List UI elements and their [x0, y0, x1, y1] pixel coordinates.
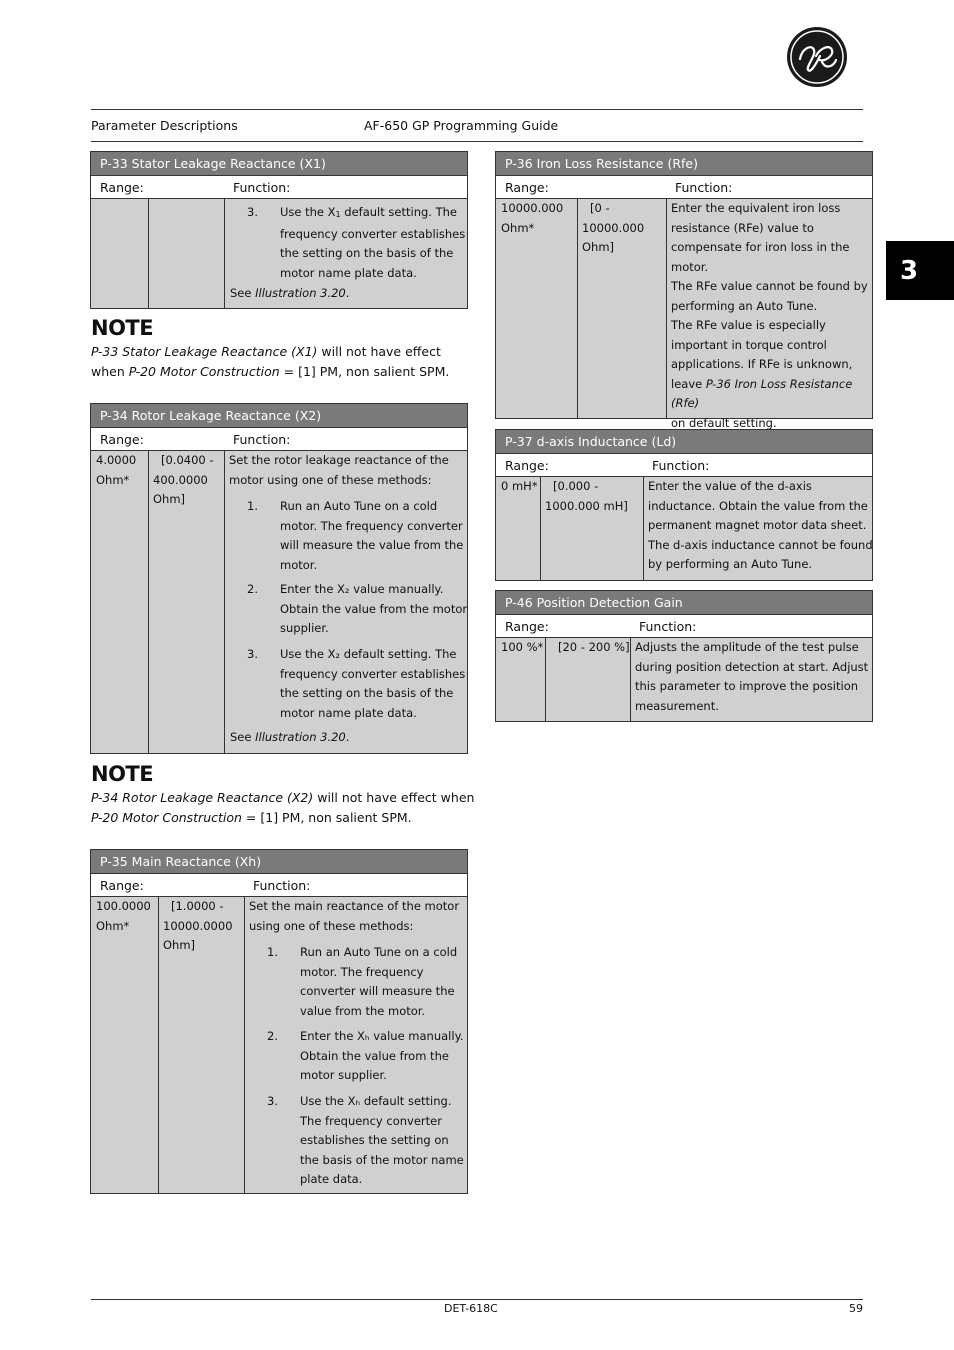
header-rule-top	[91, 109, 863, 110]
function-label: Function:	[233, 432, 291, 447]
note-body: P-33 Stator Leakage Reactance (X1) will not have effect when P-20 Motor Construction = [1] PM, non salient SPM.	[91, 344, 450, 379]
function-text: Adjusts the amplitude of the test pulse during position detection at start. Adjust this parameter to improve the position measurement.	[635, 640, 869, 713]
range-label: Range:	[505, 458, 549, 473]
default-value: 100 %*	[501, 640, 544, 654]
guide-title: AF-650 GP Programming Guide	[364, 118, 559, 133]
range-function-header	[496, 614, 872, 638]
param-title: P-36 Iron Loss Resistance (Rfe)	[496, 152, 872, 175]
range-label: Range:	[100, 180, 144, 195]
default-value: 10000.000 Ohm*	[501, 201, 564, 235]
param-table-p46	[495, 590, 873, 722]
page-number: 59	[849, 1302, 863, 1315]
range-label: Range:	[100, 878, 144, 893]
default-value: 0 mH*	[501, 479, 538, 493]
param-body	[496, 199, 872, 430]
function-label: Function:	[253, 878, 311, 893]
note-heading: NOTE	[91, 316, 154, 340]
function-label: Function:	[652, 458, 710, 473]
range-function-header	[496, 453, 872, 477]
function-intro: Set the main reactance of the motor using one of these methods:	[249, 899, 460, 933]
see-reference: See Illustration 3.20.	[230, 730, 350, 744]
param-body	[496, 477, 872, 580]
param-table-p33	[90, 151, 468, 309]
range-label: Range:	[505, 619, 549, 634]
param-body: 100.0000 Ohm* [1.0000 - 10000.0000 Ohm] Set the main reactance of the motor using one of these methods: 1. Run an Auto Tune on a cold motor. The frequency converter will measure the value from the motor. 2. Enter the Xₕ value manually. Obtain the value from the motor supplier. 3. Use the Xₕ default setting. The frequency converter establishes the setting on the basis of the motor name plate data.	[91, 897, 467, 1193]
param-title: P-46 Position Detection Gain	[496, 591, 872, 614]
param-table-p34	[90, 403, 468, 754]
note-heading: NOTE	[91, 762, 154, 786]
range-label: Range:	[505, 180, 549, 195]
function-label: Function:	[675, 180, 733, 195]
range-value: [0.0400 - 400.0000 Ohm]	[153, 453, 214, 506]
range-value: [0 - 10000.000 Ohm]	[582, 201, 645, 254]
function-label: Function:	[639, 619, 697, 634]
default-value: 100.0000 Ohm*	[96, 899, 151, 933]
header-rule-bottom	[91, 141, 863, 142]
param-body	[496, 638, 872, 721]
range-value: [0.000 - 1000.000 mH]	[545, 479, 628, 513]
function-text: Enter the equivalent iron loss resistance (RFe) value to compensate for iron loss in the motor. The RFe value cannot be found by performing an Auto Tune. The RFe value is especially important in torque control applications. If RFe is unknown, leave P-36 Iron Loss Resistance (Rfe) on default setting.	[671, 201, 868, 430]
range-function-header	[91, 427, 467, 451]
footer-rule	[91, 1299, 863, 1300]
see-reference: See Illustration 3.20.	[230, 286, 350, 300]
function-label: Function:	[233, 180, 291, 195]
param-body: 4.0000 Ohm* [0.0400 - 400.0000 Ohm] Set the rotor leakage reactance of the motor using one of these methods: 1. Run an Auto Tune on a cold motor. The frequency converter will measure the value from the motor. 2. Enter the X₂ value manually. Obtain the value from the motor supplier. 3. Use the X₂ default setting. The frequency converter establishes the setting on the basis of the motor name plate data. See Illustration 3.20.	[91, 451, 467, 753]
ge-logo	[786, 26, 848, 88]
range-value: [1.0000 - 10000.0000 Ohm]	[163, 899, 233, 952]
note-body: P-34 Rotor Leakage Reactance (X2) will not have effect when P-20 Motor Construction = [1] PM, non salient SPM.	[91, 790, 475, 825]
param-body: 3. Use the $X_1$ default setting. The frequency converter establishes the setting on the basis of the motor name plate data. See Illustration 3.20.	[91, 199, 467, 308]
range-value: [20 - 200 %]	[558, 640, 630, 654]
range-function-header	[91, 175, 467, 199]
range-function-header	[91, 873, 467, 897]
default-value: 4.0000 Ohm*	[96, 453, 137, 487]
document-id: DET-618C	[444, 1302, 498, 1315]
param-title: P-35 Main Reactance (Xh)	[91, 850, 467, 873]
param-table-p37	[495, 429, 873, 581]
chapter-tab: 3	[886, 241, 954, 300]
param-table-p35	[90, 849, 468, 1194]
range-function-header	[496, 175, 872, 199]
param-table-p36	[495, 151, 873, 430]
range-label: Range:	[100, 432, 144, 447]
section-title: Parameter Descriptions	[91, 118, 238, 133]
function-intro: Set the rotor leakage reactance of the motor using one of these methods:	[229, 453, 449, 487]
param-title: P-34 Rotor Leakage Reactance (X2)	[91, 404, 467, 427]
function-text: Enter the value of the d-axis inductance. Obtain the value from the permanent magnet motor data sheet. The d-axis inductance cannot be found by performing an Auto Tune.	[648, 479, 873, 571]
param-title: P-37 d-axis Inductance (Ld)	[496, 430, 872, 453]
param-title: P-33 Stator Leakage Reactance (X1)	[91, 152, 467, 175]
